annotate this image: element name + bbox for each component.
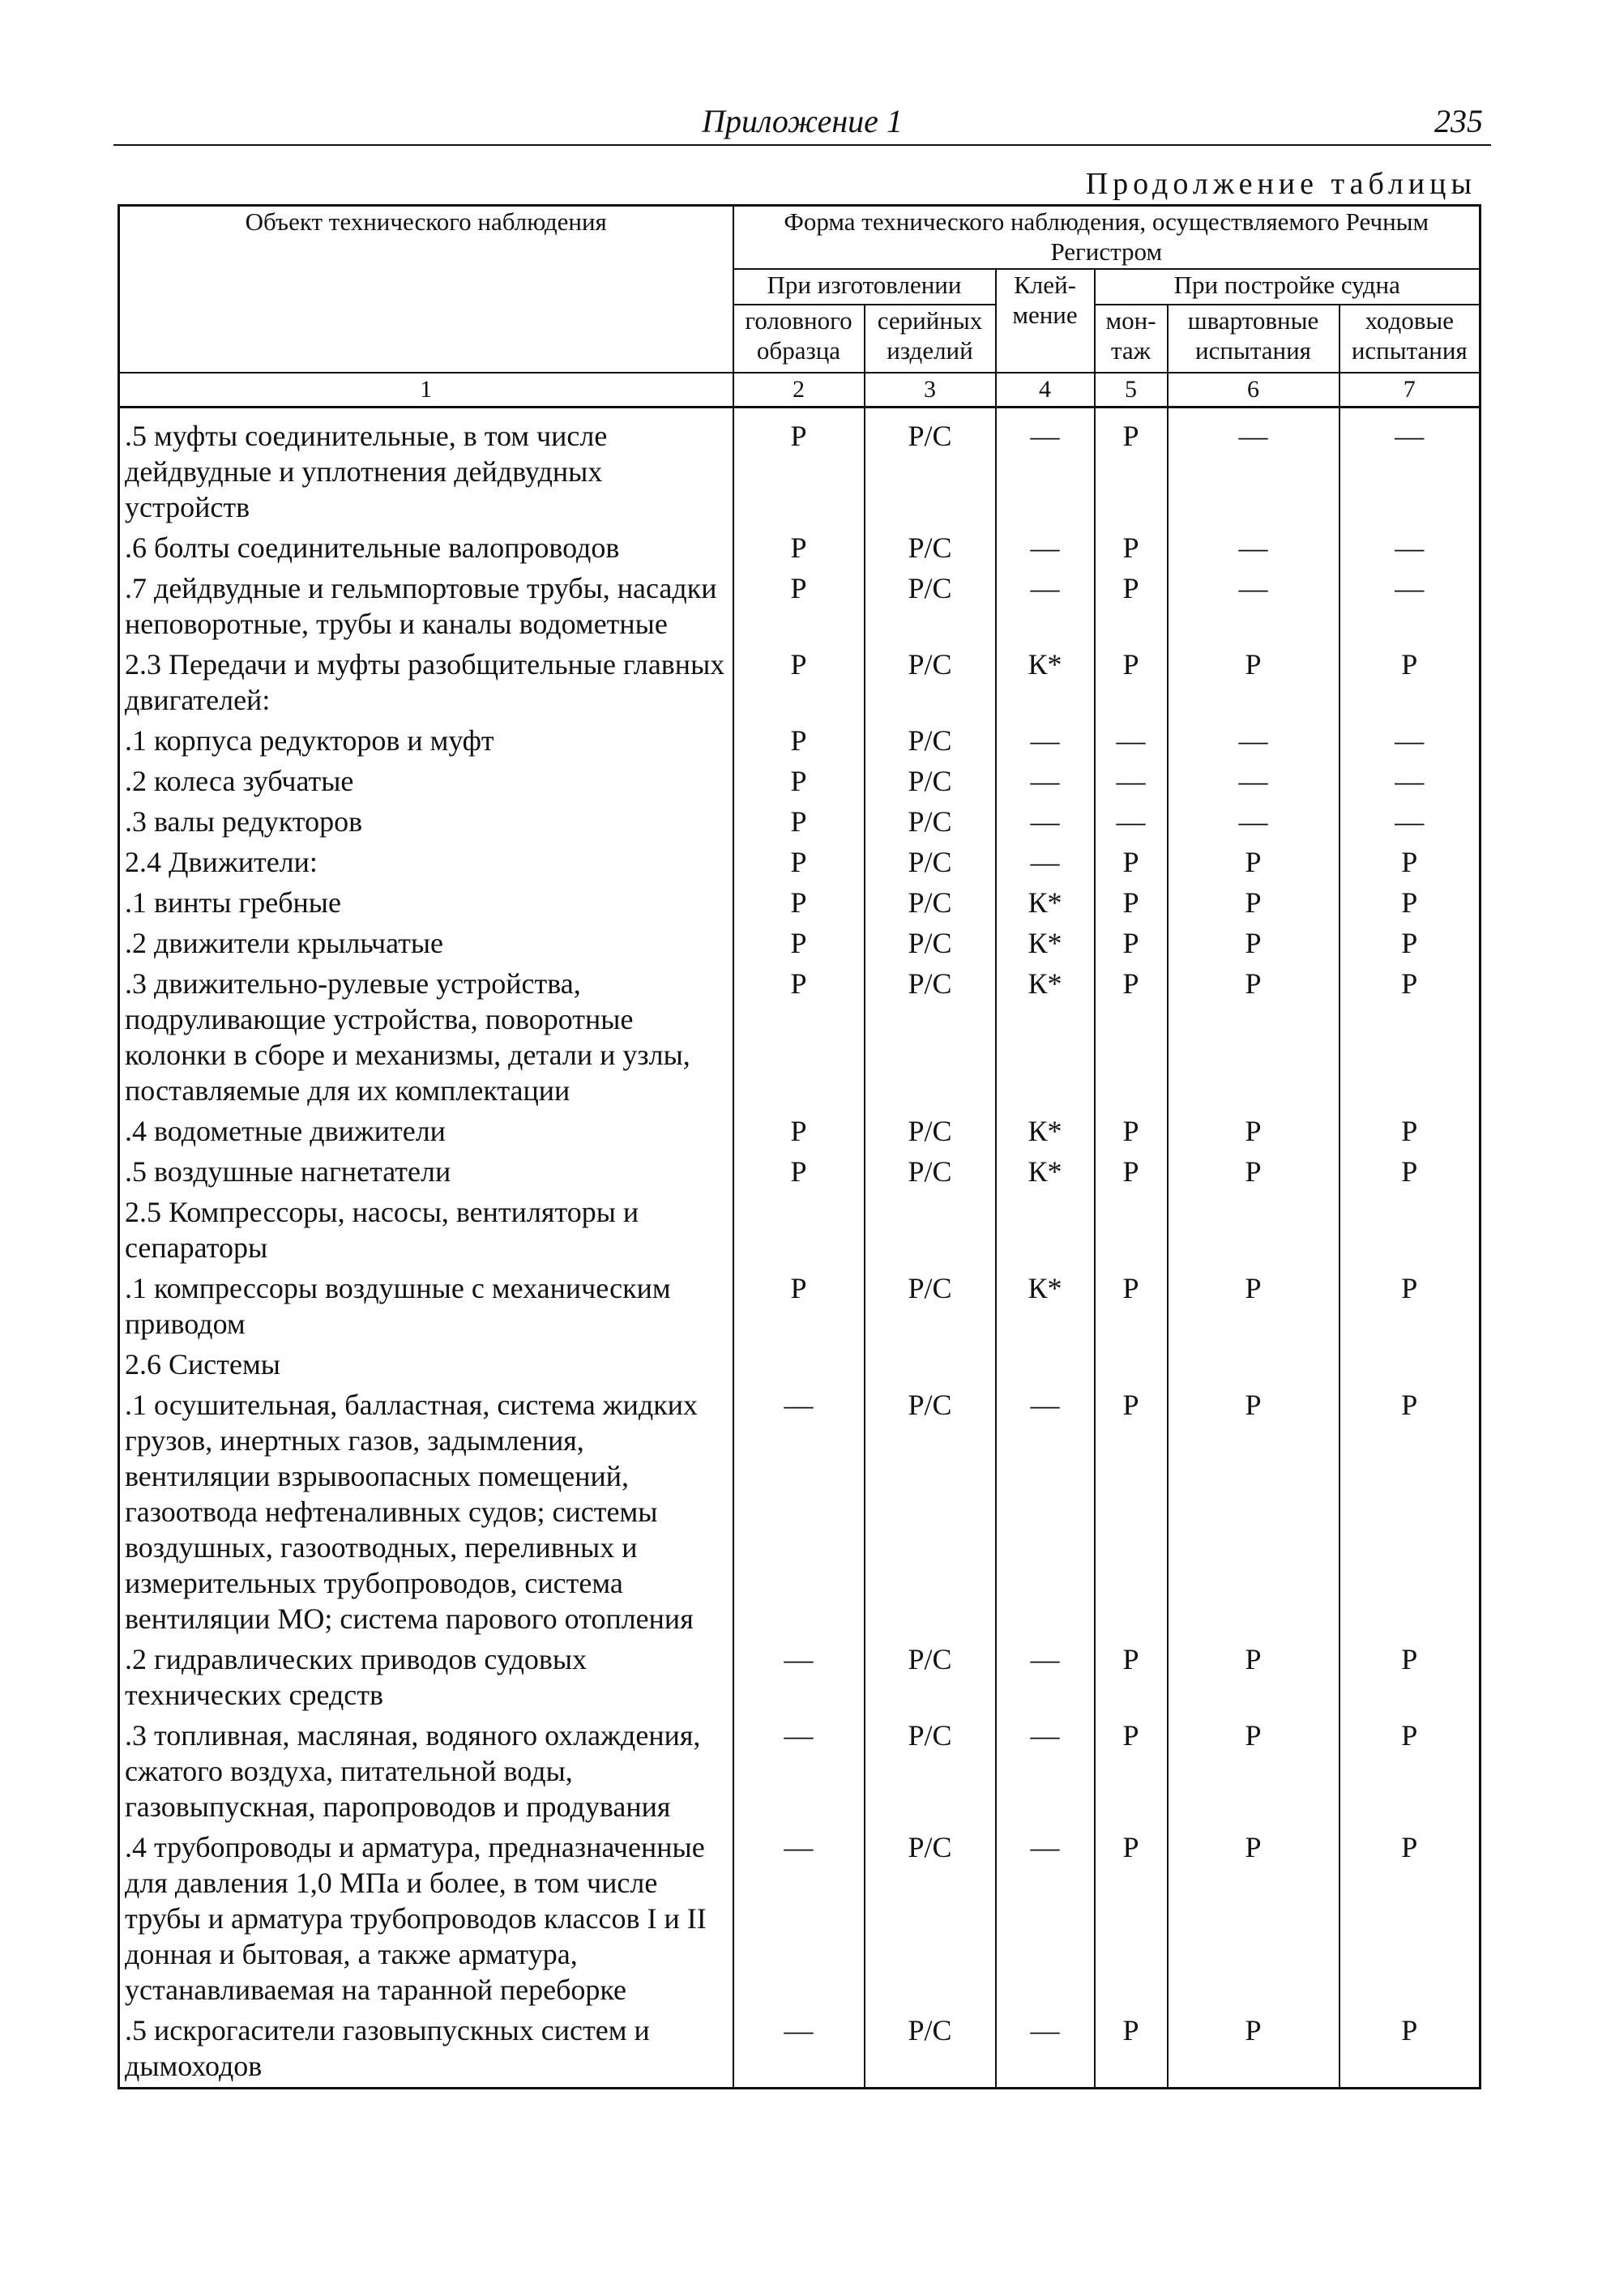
row-value-cell: Р [1168, 841, 1340, 881]
header-prototype: головного образца [733, 305, 865, 373]
column-number: 1 [119, 373, 733, 408]
row-value-cell: — [996, 1714, 1095, 1826]
row-value-cell: Р/С [865, 1267, 996, 1343]
header-marking: Клей-мение [996, 269, 1095, 373]
row-value-cell: — [1340, 407, 1480, 527]
row-value-cell: Р/С [865, 841, 996, 881]
row-value-cell: Р/С [865, 1826, 996, 2009]
row-value-cell: — [733, 1714, 865, 1826]
row-value-cell [1340, 1343, 1480, 1384]
row-value-cell: — [996, 527, 1095, 567]
row-value-cell: К* [996, 962, 1095, 1110]
row-value-cell: К* [996, 1267, 1095, 1343]
row-value-cell: Р [733, 841, 865, 881]
row-value-cell: Р [1095, 643, 1168, 719]
row-value-cell: Р [733, 527, 865, 567]
row-value-cell: Р/С [865, 567, 996, 643]
row-value-cell: Р [1095, 1714, 1168, 1826]
header-manufacture: При изготовлении [733, 269, 996, 305]
table-row [119, 1343, 1480, 1384]
row-object-text: .3 валы редукторов [119, 800, 733, 841]
row-object-text: .1 корпуса редукторов и муфт [119, 719, 733, 760]
row-value-cell: Р [1340, 922, 1480, 962]
row-object-text: .3 топливная, масляная, водяного охлаждения, сжатого воздуха, питательной воды, газовыпускная, паропроводов и продувания [119, 1714, 733, 1826]
column-number: 5 [1095, 373, 1168, 408]
row-object-text: .1 осушительная, балластная, система жидких грузов, инертных газов, задымления, вентиляции взрывоопасных помещений, газоотвода нефтеналивных судов; системы воздушных, газоотводных, переливных и измерительных трубопроводов, система вентиляции МО; система парового отопления [119, 1384, 733, 1638]
row-value-cell: — [996, 407, 1095, 527]
row-value-cell [733, 1191, 865, 1267]
row-value-cell: Р [1340, 1267, 1480, 1343]
row-value-cell: Р/С [865, 719, 996, 760]
row-value-cell: Р [733, 760, 865, 800]
row-value-cell [1168, 1191, 1340, 1267]
row-object-text: 2.3 Передачи и муфты разобщительные главных двигателей: [119, 643, 733, 719]
row-value-cell [996, 1343, 1095, 1384]
row-value-cell: Р [1340, 962, 1480, 1110]
row-value-cell: Р/С [865, 922, 996, 962]
row-value-cell: — [996, 2009, 1095, 2089]
row-value-cell [865, 1343, 996, 1384]
row-value-cell: — [733, 1826, 865, 2009]
row-object-text: .5 воздушные нагнетатели [119, 1150, 733, 1191]
table-row [119, 643, 1480, 719]
row-object-text: 2.6 Системы [119, 1343, 733, 1384]
table-row [119, 719, 1480, 760]
row-value-cell: Р [1095, 567, 1168, 643]
row-value-cell: Р/С [865, 1638, 996, 1714]
header-installation: мон-таж [1095, 305, 1168, 373]
row-value-cell: Р [1095, 1150, 1168, 1191]
row-value-cell: Р [1168, 1826, 1340, 2009]
row-value-cell: К* [996, 643, 1095, 719]
row-value-cell: Р [1168, 1267, 1340, 1343]
row-value-cell: Р/С [865, 1714, 996, 1826]
row-value-cell: Р [733, 922, 865, 962]
row-value-cell: Р/С [865, 1150, 996, 1191]
row-object-text: .2 гидравлических приводов судовых технических средств [119, 1638, 733, 1714]
row-object-text: .4 водометные движители [119, 1110, 733, 1150]
row-value-cell: Р [1340, 1826, 1480, 2009]
row-value-cell: Р [1340, 643, 1480, 719]
row-value-cell: Р/С [865, 962, 996, 1110]
row-value-cell: Р/С [865, 643, 996, 719]
row-value-cell: — [1168, 527, 1340, 567]
row-value-cell: Р [1168, 1150, 1340, 1191]
row-value-cell: — [733, 1638, 865, 1714]
row-value-cell: — [1340, 719, 1480, 760]
row-object-text: .7 дейдвудные и гельмпортовые трубы, насадки неповоротные, трубы и каналы водометные [119, 567, 733, 643]
row-value-cell: Р [1095, 1638, 1168, 1714]
table-row [119, 1150, 1480, 1191]
running-header [113, 96, 1491, 146]
row-value-cell [1340, 1191, 1480, 1267]
table-row [119, 760, 1480, 800]
row-value-cell: — [1340, 800, 1480, 841]
row-object-text: .2 движители крыльчатые [119, 922, 733, 962]
table-body [119, 407, 1480, 2088]
row-value-cell [1095, 1343, 1168, 1384]
row-value-cell: Р [1168, 1638, 1340, 1714]
row-value-cell: Р [1340, 1110, 1480, 1150]
row-value-cell: Р [733, 1110, 865, 1150]
row-value-cell: — [733, 2009, 865, 2089]
row-value-cell: — [1095, 760, 1168, 800]
row-value-cell: — [996, 1638, 1095, 1714]
running-title: Приложение 1 [702, 103, 903, 139]
row-value-cell: Р [1095, 1110, 1168, 1150]
row-value-cell: Р [1340, 881, 1480, 922]
row-object-text: .5 муфты соединительные, в том числе дейдвудные и уплотнения дейдвудных устройств [119, 407, 733, 527]
header-construction: При постройке судна [1095, 269, 1480, 305]
row-value-cell: К* [996, 1110, 1095, 1150]
row-value-cell: К* [996, 922, 1095, 962]
table-row [119, 922, 1480, 962]
row-value-cell: Р [1168, 643, 1340, 719]
row-value-cell: Р [1095, 922, 1168, 962]
row-value-cell: — [1168, 407, 1340, 527]
table-row [119, 881, 1480, 922]
header-mooring-trials: швартовные испытания [1168, 305, 1340, 373]
row-value-cell: Р [733, 1150, 865, 1191]
row-value-cell: Р [1168, 1110, 1340, 1150]
table-row [119, 1714, 1480, 1826]
row-value-cell: Р [733, 643, 865, 719]
row-value-cell: Р [1340, 1150, 1480, 1191]
table-row [119, 1110, 1480, 1150]
header-sea-trials: ходовые испытания [1340, 305, 1480, 373]
row-value-cell: Р [1340, 841, 1480, 881]
continuation-label: Продолжение таблицы [1085, 167, 1476, 201]
row-value-cell: Р [1340, 2009, 1480, 2089]
table-row [119, 1191, 1480, 1267]
row-value-cell: — [1168, 567, 1340, 643]
row-value-cell: Р [1340, 1384, 1480, 1638]
row-value-cell: — [1168, 719, 1340, 760]
row-value-cell: Р [1095, 1384, 1168, 1638]
inspection-table [118, 204, 1481, 2089]
row-value-cell: Р [1095, 881, 1168, 922]
row-value-cell: — [1095, 800, 1168, 841]
table-row [119, 1638, 1480, 1714]
row-value-cell: К* [996, 1150, 1095, 1191]
row-value-cell: Р/С [865, 407, 996, 527]
table-row [119, 1384, 1480, 1638]
row-object-text: .4 трубопроводы и арматура, предназначенные для давления 1,0 МПа и более, в том числе трубы и арматура трубопроводов классов I и II донная и бытовая, а также арматура, устанавливаемая на таранной переборке [119, 1826, 733, 2009]
row-object-text: .5 искрогасители газовыпускных систем и дымоходов [119, 2009, 733, 2089]
row-value-cell: Р [1168, 962, 1340, 1110]
row-value-cell: — [996, 800, 1095, 841]
table-row [119, 567, 1480, 643]
row-value-cell: Р/С [865, 2009, 996, 2089]
row-object-text: .2 колеса зубчатые [119, 760, 733, 800]
row-value-cell: Р [1168, 2009, 1340, 2089]
row-value-cell: — [996, 1826, 1095, 2009]
row-value-cell: — [1340, 567, 1480, 643]
row-value-cell: Р [733, 962, 865, 1110]
row-object-text: 2.5 Компрессоры, насосы, вентиляторы и сепараторы [119, 1191, 733, 1267]
row-object-text: .6 болты соединительные валопроводов [119, 527, 733, 567]
row-value-cell: — [996, 1384, 1095, 1638]
column-number: 3 [865, 373, 996, 408]
table-row [119, 841, 1480, 881]
row-value-cell: Р [733, 1267, 865, 1343]
row-value-cell: Р [733, 407, 865, 527]
table-row [119, 1267, 1480, 1343]
row-value-cell: Р/С [865, 1110, 996, 1150]
row-value-cell [733, 1343, 865, 1384]
row-object-text: .1 компрессоры воздушные с механическим приводом [119, 1267, 733, 1343]
table-row [119, 1826, 1480, 2009]
column-number: 7 [1340, 373, 1480, 408]
row-value-cell: — [1340, 760, 1480, 800]
table-row [119, 407, 1480, 527]
row-value-cell: — [996, 841, 1095, 881]
row-value-cell: Р [1340, 1638, 1480, 1714]
row-value-cell: Р [733, 719, 865, 760]
row-value-cell [1168, 1343, 1340, 1384]
column-number: 2 [733, 373, 865, 408]
row-value-cell: — [996, 760, 1095, 800]
row-value-cell: Р [1168, 922, 1340, 962]
table-row [119, 962, 1480, 1110]
row-value-cell: Р [1095, 2009, 1168, 2089]
row-value-cell: Р [1168, 1714, 1340, 1826]
column-number: 6 [1168, 373, 1340, 408]
column-number-row [119, 373, 1480, 408]
row-value-cell: Р [1095, 1267, 1168, 1343]
row-value-cell [996, 1191, 1095, 1267]
row-value-cell: Р [1095, 962, 1168, 1110]
row-value-cell: Р [1168, 1384, 1340, 1638]
header-object: Объект технического наблюдения [119, 206, 733, 373]
row-value-cell: К* [996, 881, 1095, 922]
row-value-cell: — [733, 1384, 865, 1638]
header-serial: серийных изделий [865, 305, 996, 373]
row-value-cell: Р/С [865, 800, 996, 841]
table-row [119, 800, 1480, 841]
row-value-cell: Р/С [865, 527, 996, 567]
row-value-cell: Р [1095, 407, 1168, 527]
row-object-text: 2.4 Движители: [119, 841, 733, 881]
row-value-cell: Р [1095, 527, 1168, 567]
row-value-cell: Р/С [865, 760, 996, 800]
row-value-cell: Р [1340, 1714, 1480, 1826]
row-value-cell: Р/С [865, 881, 996, 922]
row-value-cell [865, 1191, 996, 1267]
row-value-cell: — [1168, 800, 1340, 841]
header-form: Форма технического наблюдения, осуществляемого Речным Регистром [733, 206, 1480, 269]
row-value-cell: Р [733, 800, 865, 841]
page-number: 235 [1434, 103, 1483, 139]
row-object-text: .3 движительно-рулевые устройства, подруливающие устройства, поворотные колонки в сборе и механизмы, детали и узлы, поставляемые для их комплектации [119, 962, 733, 1110]
row-value-cell: Р/С [865, 1384, 996, 1638]
row-value-cell: Р [1168, 881, 1340, 922]
row-value-cell: Р [1095, 1826, 1168, 2009]
row-value-cell: — [1095, 719, 1168, 760]
row-value-cell: — [1340, 527, 1480, 567]
row-value-cell: Р [1095, 841, 1168, 881]
table-row [119, 2009, 1480, 2089]
table-row [119, 527, 1480, 567]
row-value-cell [1095, 1191, 1168, 1267]
row-value-cell: — [996, 567, 1095, 643]
row-value-cell: Р [733, 881, 865, 922]
row-value-cell: — [1168, 760, 1340, 800]
row-value-cell: — [996, 719, 1095, 760]
row-object-text: .1 винты гребные [119, 881, 733, 922]
column-number: 4 [996, 373, 1095, 408]
row-value-cell: Р [733, 567, 865, 643]
